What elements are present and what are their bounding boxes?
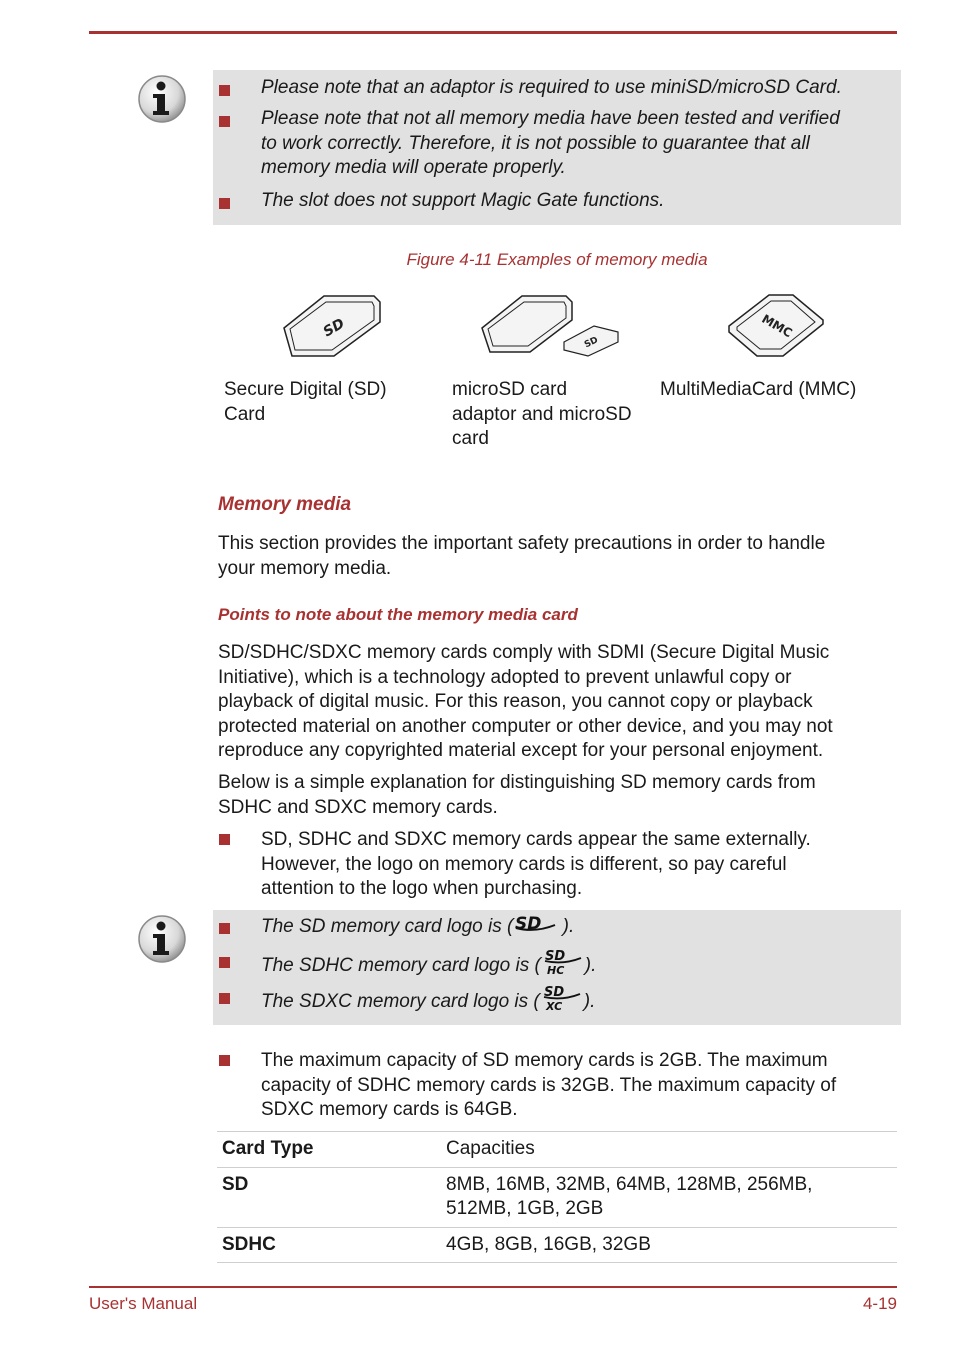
table-row [217, 1227, 897, 1263]
para-line: your memory media. [218, 557, 392, 579]
note-text: The SDHC memory card logo is ( [261, 954, 541, 976]
table-row [217, 1167, 897, 1227]
bullet-square [219, 834, 230, 845]
subsection-para-2 [218, 771, 898, 820]
table-header-card-type: Card Type [217, 1132, 441, 1168]
cell-line: 512MB, 1GB, 2GB [446, 1198, 604, 1219]
table-cell-type: SDHC [217, 1227, 441, 1263]
para-line: SDHC and SDXC memory cards. [218, 796, 498, 818]
para-line: This section provides the important safety precautions in order to handle [218, 533, 826, 554]
note-text: ). [583, 990, 596, 1012]
card-label-microsd [452, 378, 632, 452]
info-icon [137, 914, 187, 964]
svg-text:SD: SD [320, 315, 348, 341]
sd-logo-icon [513, 914, 557, 940]
note-text: to work correctly. Therefore, it is not possible to guarantee that all [261, 132, 810, 154]
note-text: Please note that not all memory media have been tested and verified [261, 108, 840, 129]
note-text: ). [584, 954, 597, 976]
bullet-square [219, 1055, 230, 1066]
para-line: playback of digital music. For this reason, you cannot copy or playback [218, 691, 813, 712]
table-cell-type: SD [217, 1167, 441, 1227]
top-rule [89, 31, 897, 34]
table-cell-capacity [441, 1227, 897, 1263]
note-text: The SDXC memory card logo is ( [261, 990, 540, 1012]
para-line: SDXC memory cards is 64GB. [261, 1099, 518, 1120]
para-line: attention to the logo when purchasing. [261, 878, 583, 899]
svg-text:SD: SD [543, 985, 564, 1000]
para-line: The maximum capacity of SD memory cards is 2GB. The maximum [261, 1050, 828, 1071]
bullet-square [219, 85, 230, 96]
card-label-mmc [660, 378, 856, 403]
bullet-square [219, 198, 230, 209]
mmc-card-image [727, 292, 827, 363]
info-icon [137, 74, 187, 124]
note-text: Please note that an adaptor is required to use miniSD/microSD Card. [261, 77, 842, 98]
bullet-square [219, 116, 230, 127]
svg-text:MMC: MMC [759, 311, 795, 341]
svg-text:SD: SD [544, 949, 565, 964]
section-intro [218, 532, 898, 581]
note-text: memory media will operate properly. [261, 157, 566, 178]
svg-text:HC: HC [546, 964, 565, 976]
footer-title: User's Manual [89, 1294, 198, 1313]
bullet-square [219, 957, 230, 968]
svg-text:XC: XC [545, 1000, 562, 1012]
label-line: MultiMediaCard (MMC) [660, 379, 857, 400]
label-line: card [452, 428, 489, 449]
capacity-table [217, 1131, 897, 1263]
table-header-capacities: Capacities [441, 1132, 897, 1168]
svg-text:SD: SD [515, 914, 542, 932]
note-text: The SD memory card logo is ( [261, 915, 514, 937]
para-line: SD/SDHC/SDXC memory cards comply with SDMI (Secure Digital Music [218, 642, 830, 663]
para-line: protected material on another computer or other device, and you may not [218, 715, 833, 737]
sdhc-logo-icon [541, 948, 585, 984]
sdxc-logo-icon [540, 984, 584, 1020]
subsection-heading: Points to note about the memory media card [218, 605, 578, 624]
subsection-para-1 [218, 641, 898, 764]
para-line: However, the logo on memory cards is different, so pay careful [261, 853, 787, 875]
para-line: Below is a simple explanation for distinguishing SD memory cards from [218, 772, 816, 793]
para-line: capacity of SDHC memory cards is 32GB. The maximum capacity of [261, 1074, 837, 1096]
note-box-2 [213, 910, 901, 1025]
figure-caption: Figure 4-11 Examples of memory media [406, 250, 708, 269]
para-line: SD, SDHC and SDXC memory cards appear the same externally. [261, 829, 811, 850]
note-box-1 [213, 70, 901, 225]
microsd-adaptor-image [480, 292, 620, 363]
section-heading: Memory media [218, 494, 352, 515]
label-line: Secure Digital (SD) [224, 379, 387, 400]
table-header-row [217, 1132, 897, 1168]
svg-text:SD: SD [582, 335, 600, 351]
sd-card-image [282, 292, 382, 363]
label-line: microSD card [452, 379, 568, 400]
table-cell-capacity [441, 1167, 897, 1227]
page-number: 4-19 [862, 1294, 897, 1313]
note-text: The slot does not support Magic Gate functions. [261, 190, 665, 211]
bullet-square [219, 923, 230, 934]
label-line: adaptor and microSD [452, 403, 632, 425]
bottom-rule [89, 1286, 897, 1288]
cell-line: 8MB, 16MB, 32MB, 64MB, 128MB, 256MB, [446, 1173, 813, 1195]
cell-line: 4GB, 8GB, 16GB, 32GB [446, 1233, 651, 1255]
bullet-square [219, 993, 230, 1004]
label-line: Card [224, 403, 266, 425]
card-label-sd [224, 378, 387, 427]
para-line: reproduce any copyrighted material except for your personal enjoyment. [218, 740, 824, 761]
note-text: ). [557, 915, 575, 937]
para-line: Initiative), which is a technology adopted to prevent unlawful copy or [218, 666, 792, 688]
